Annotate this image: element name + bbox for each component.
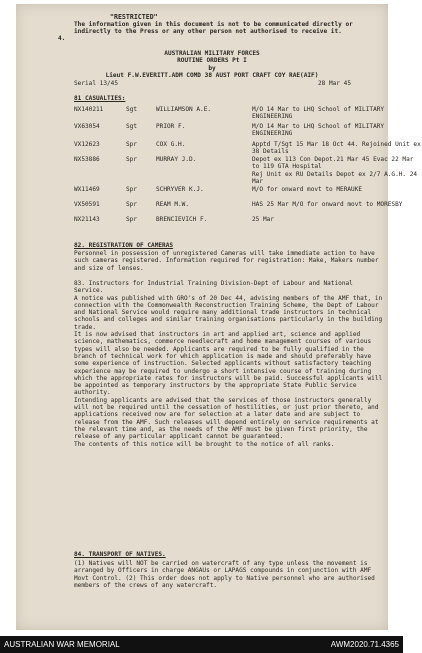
person-name: REAM M.W. xyxy=(156,201,190,208)
heading-line: by xyxy=(208,64,216,72)
casualty-row xyxy=(74,123,404,143)
archive-footer xyxy=(0,636,403,653)
casualty-detail: Rej Unit ex RU Details Depot ex 2/7 A.G.H. 24 Mar xyxy=(252,171,418,186)
casualty-detail: M/O 14 Mar to LHQ School of MILITARY ENGINEERING xyxy=(252,106,385,121)
serial-date: 28 Mar 45 xyxy=(318,80,352,87)
footer-institution: AUSTRALIAN WAR MEMORIAL xyxy=(4,640,120,649)
service-number: WX11469 xyxy=(74,186,100,193)
natives-title: 84. TRANSPORT OF NATIVES. xyxy=(74,551,166,558)
person-name: WILLIAMSON A.E. xyxy=(156,106,212,113)
casualty-detail: 25 Mar xyxy=(252,216,275,223)
service-number: VX12623 xyxy=(74,141,100,148)
casualties-title: 81 CASUALTIES: xyxy=(74,95,126,102)
instructors-paragraph: The contents of this notice will be brought to the notice of all ranks. xyxy=(74,440,335,448)
rank: Spr xyxy=(126,201,138,208)
serial-number: Serial 13/45 xyxy=(74,80,119,87)
service-number: NX140211 xyxy=(74,106,104,113)
heading-line: AUSTRALIAN MILITARY FORCES xyxy=(164,50,260,57)
cameras-paragraph: Personnel in possession of unregistered Cameras will take immediate action to have such cameras registered. Information required for registration: Make, Makers number and size of lenses. xyxy=(74,250,379,272)
person-name: PRIOR F. xyxy=(156,123,186,130)
person-name: BRENCIEVICH F. xyxy=(156,216,208,223)
footer-accession-number: AWM2020.71.4365 xyxy=(330,640,399,649)
security-notice: The information given in this document is not to be communicated directly or indirectly to the Press or any other person not authorised to receive it. xyxy=(74,21,353,36)
service-number: VX63054 xyxy=(74,123,100,130)
heading-line: Lieut F.W.EVERITT.ADM COMD 38 AUST PORT CRAFT COY RAE(AIF) xyxy=(105,71,319,79)
serial-line xyxy=(74,80,352,87)
service-number: VX50591 xyxy=(74,201,100,208)
casualty-detail: Depot ex 113 Con Depot.21 Mar 45 Evac 22 Mar to 119 GTA Hospital xyxy=(252,156,414,171)
instructors-title: 83. Instructors for Industrial Training Division-Dept of Labour and National Service. xyxy=(74,280,353,295)
rank: Sgt xyxy=(126,123,138,130)
instructors-paragraph: It is now advised that instructors in art and applied art, science and applied science, mathematics, commerce needlecraft and home management courses of various types will also be needed. Applicants are required to be fully qualified in the branch of technical work for which application is made and should preferably have some experience of instruction. Selected applicants without satisfactory teaching experience may be required to undergo a short intensive course of training during which the appropriate rates for instructors will be paid. Successful applicants will be appointed as temporary instructors by the appropriate State Public Service authority. xyxy=(74,331,383,397)
service-number: NX21143 xyxy=(74,216,100,223)
casualty-detail: HAS 25 Mar M/O for onward movt to MORESBY xyxy=(252,201,403,208)
rank: Spr xyxy=(126,156,138,163)
cameras-title: 82. REGISTRATION OF CAMERAS xyxy=(74,242,174,249)
natives-paragraph: (1) Natives will NOT be carried on watercraft of any type unless the movement is arranged by Officers in charge ANGAUs or LAPAGS compounds in conjunction with AMF Movt Control. (2) This order does not apply to Native personnel who are authorised members of the crews of any watercraft. xyxy=(74,560,375,589)
document-page xyxy=(16,4,421,630)
casualty-detail: M/O for onward movt to MERAUKE xyxy=(252,186,363,193)
instructors-paragraph: A notice was published with GRO's of 20 Dec 44, advising members of the AMF that, in connection with the Commonwealth Reconstruction Training Scheme, the Dept of Labour and National Service would require many additional trade instructors in technical schools and colleges and similar training organisations particularly in the building trade. xyxy=(74,294,383,331)
rank: Sgt xyxy=(126,106,138,113)
service-number: NX53886 xyxy=(74,156,100,163)
heading-line: ROUTINE ORDERS Pt I xyxy=(177,57,247,65)
instructors-paragraph: Intending applicants are advised that the services of those instructors generally will not be required until the cessation of hostilities, or just prior thereto, and applications received now are for selection at a later date and are subject to release from the AMF. Such releases will depend entirely on service requirements at the relevant time and, as the needs of the AMF must be given first priority, the release of any particular applicant cannot be guaranteed. xyxy=(74,396,379,441)
casualty-row xyxy=(74,216,404,236)
orders-heading xyxy=(40,50,384,79)
person-name: MURRAY J.D. xyxy=(156,156,197,163)
person-name: COX G.H. xyxy=(156,141,186,148)
restricted-marking: "RESTRICTED" xyxy=(110,13,158,21)
person-name: SCHRYVER K.J. xyxy=(156,186,204,193)
casualty-detail: Apptd T/Sgt 15 Mar 18 Oct 44. Rejoined Unit ex 38 Details xyxy=(252,141,421,156)
rank: Spr xyxy=(126,186,138,193)
rank: Spr xyxy=(126,216,138,223)
rank: Spr xyxy=(126,141,138,148)
copy-mark: 4. xyxy=(58,35,66,42)
casualty-detail: M/O 14 Mar to LHQ School of MILITARY ENGINEERING xyxy=(252,123,385,138)
instructors-section xyxy=(74,280,384,448)
